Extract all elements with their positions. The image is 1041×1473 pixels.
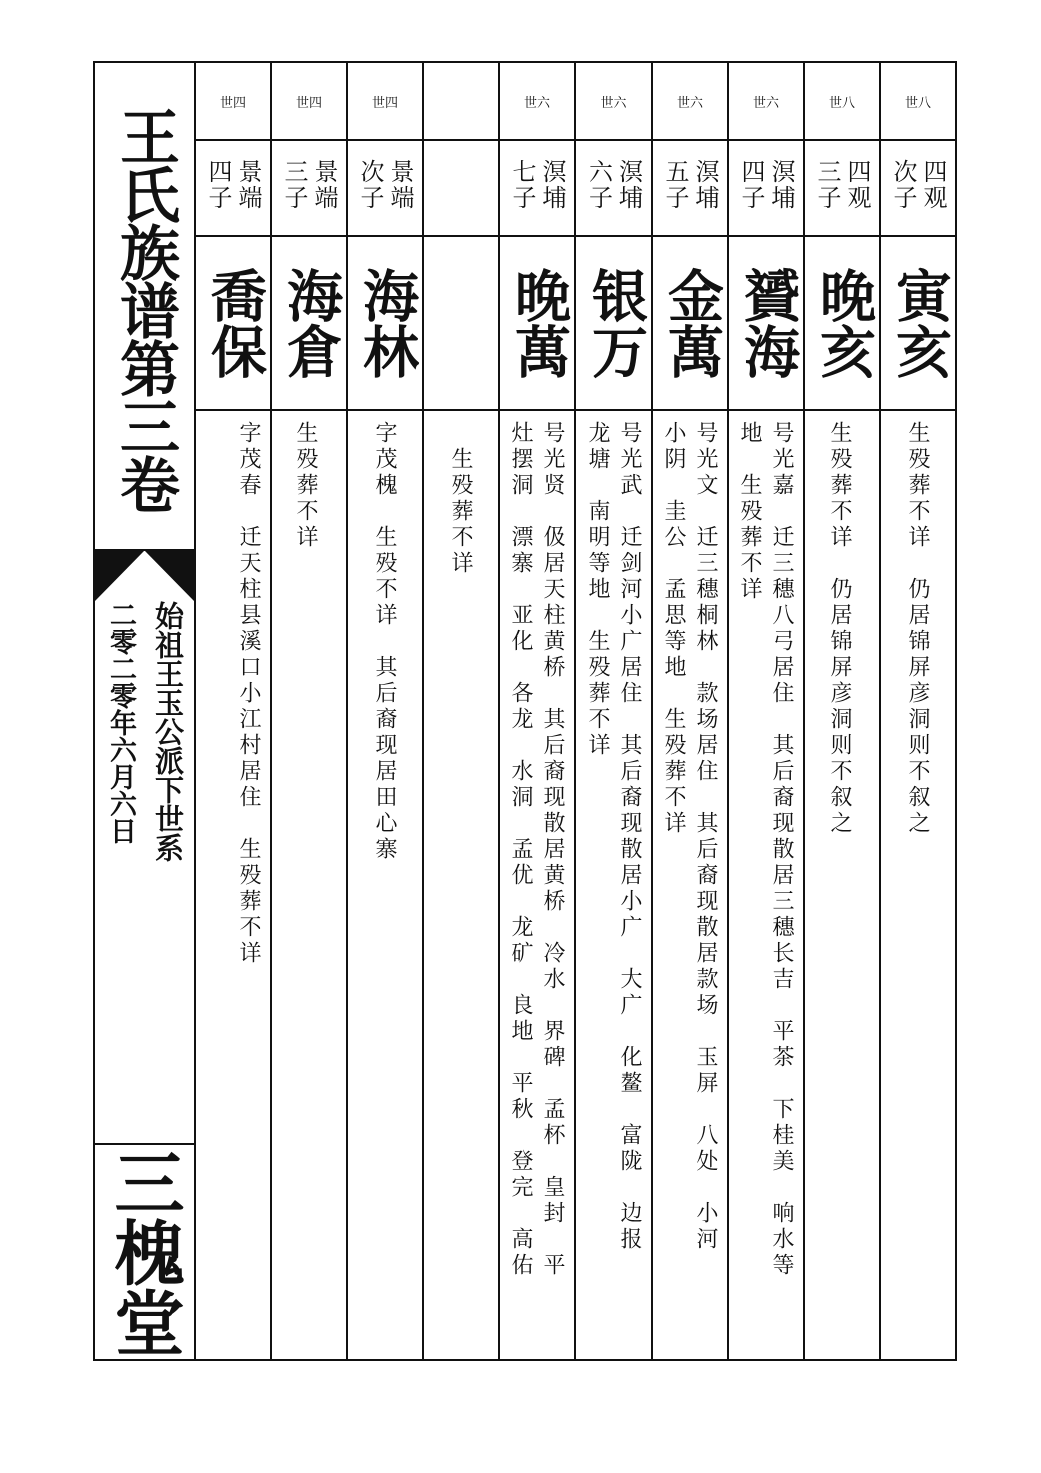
bio-cell xyxy=(424,411,498,1359)
relation-text: 景端次子 xyxy=(356,159,414,211)
generation-label: 世六 xyxy=(729,63,803,141)
generation-label: 世四 xyxy=(272,63,346,141)
name-cell xyxy=(729,237,803,411)
relation-text: 景端三子 xyxy=(280,159,338,211)
relation-cell xyxy=(576,141,651,237)
generation-label: 世六 xyxy=(500,63,574,141)
generation-label: 世六 xyxy=(576,63,651,141)
name-cell xyxy=(196,237,270,411)
entry-column xyxy=(653,63,729,1359)
bio-cell xyxy=(805,411,879,1359)
bio-cell xyxy=(576,411,651,1359)
person-name: 海倉 xyxy=(278,267,344,379)
entry-column xyxy=(500,63,576,1359)
entry-column xyxy=(196,63,272,1359)
person-name: 晚萬 xyxy=(506,267,572,379)
spine-divider xyxy=(95,1143,194,1145)
person-name: 寅亥 xyxy=(887,267,953,379)
date-text: 二零二零年六月六日 xyxy=(105,601,136,844)
generation-label: 世四 xyxy=(348,63,422,141)
bio-text: 生殁葬不详 仍居锦屏彦洞则不叙之 xyxy=(905,421,930,837)
bio-text: 生殁葬不详 xyxy=(448,447,473,577)
bio-cell xyxy=(729,411,803,1359)
name-cell xyxy=(272,237,346,411)
name-cell xyxy=(881,237,955,411)
relation-text: 四观次子 xyxy=(889,159,947,211)
bio-cell xyxy=(500,411,574,1359)
relation-text: 溟埔五子 xyxy=(661,159,719,211)
bio-text: 字茂春 迁天柱县溪口小江村居住 生殁葬不详 xyxy=(236,421,261,967)
lineage-text: 始祖王玉公派下世系 xyxy=(151,601,185,862)
entry-column xyxy=(424,63,500,1359)
relation-cell xyxy=(881,141,955,237)
genealogy-page xyxy=(93,61,957,1361)
name-cell xyxy=(653,237,727,411)
spine-subtitle xyxy=(95,551,194,1181)
entry-column xyxy=(576,63,653,1359)
relation-cell xyxy=(424,141,498,237)
volume-title: 王氏族谱第三卷 xyxy=(110,106,180,512)
bio-text: 字茂槐 生殁不详 其后裔现居田心寨 xyxy=(372,421,397,863)
relation-cell xyxy=(348,141,422,237)
bio-text: 号光武 迁剑河小广居住 其后裔现散居小广 大广 化鳌 富陇 边报 龙塘 南明等地 生殁葬不详 xyxy=(585,421,642,1253)
relation-cell xyxy=(729,141,803,237)
bio-cell xyxy=(272,411,346,1359)
hall-name: 三槐堂 xyxy=(103,1147,186,1357)
person-name: 晚亥 xyxy=(811,267,877,379)
relation-cell xyxy=(653,141,727,237)
name-cell xyxy=(348,237,422,411)
bio-text: 号光贤 伋居天柱黄桥 其后裔现散居黄桥 冷水 界碑 孟杯 皇封 平 灶摆洞 漂寨 亚化 各龙 水洞 孟优 龙矿 良地 平秋 登完 高佑 xyxy=(508,421,565,1279)
relation-text: 溟埔七子 xyxy=(508,159,566,211)
bio-cell xyxy=(881,411,955,1359)
person-name: 喬保 xyxy=(202,267,268,379)
person-name: 银万 xyxy=(583,267,649,379)
generation-label: 世四 xyxy=(196,63,270,141)
relation-cell xyxy=(272,141,346,237)
bio-cell xyxy=(653,411,727,1359)
entry-column xyxy=(348,63,424,1359)
name-cell xyxy=(500,237,574,411)
entry-column xyxy=(272,63,348,1359)
bio-text: 号光嘉 迁三穗八弓居住 其后裔现散居三穗长吉 平茶 下桂美 响水等 地 生殁葬不详 xyxy=(737,421,794,1279)
entry-column xyxy=(729,63,805,1359)
person-name: 金萬 xyxy=(659,267,725,379)
bio-cell xyxy=(348,411,422,1359)
relation-text: 溟埔四子 xyxy=(737,159,795,211)
generation-label: 世八 xyxy=(805,63,879,141)
bio-text: 生殁葬不详 xyxy=(293,421,318,551)
relation-text: 景端四子 xyxy=(204,159,262,211)
generation-label: 世八 xyxy=(881,63,955,141)
bio-text: 生殁葬不详 仍居锦屏彦洞则不叙之 xyxy=(827,421,852,837)
person-name: 贇海 xyxy=(735,267,801,379)
name-cell xyxy=(805,237,879,411)
bio-text: 号光文 迁三穗桐林 款场居住 其后裔现散居款场 玉屏 八处 小河 小阴 圭公 孟思等地 生殁葬不详 xyxy=(661,421,718,1253)
relation-text: 四观三子 xyxy=(813,159,871,211)
relation-cell xyxy=(500,141,574,237)
entry-column xyxy=(805,63,881,1359)
relation-cell xyxy=(196,141,270,237)
generation-label: 世六 xyxy=(653,63,727,141)
relation-cell xyxy=(805,141,879,237)
spine xyxy=(95,63,196,1359)
generation-label xyxy=(424,63,498,141)
bio-cell xyxy=(196,411,270,1359)
name-cell xyxy=(424,237,498,411)
person-name: 海林 xyxy=(354,267,420,379)
name-cell xyxy=(576,237,651,411)
relation-text: 溟埔六子 xyxy=(584,159,643,211)
entry-column xyxy=(881,63,955,1359)
